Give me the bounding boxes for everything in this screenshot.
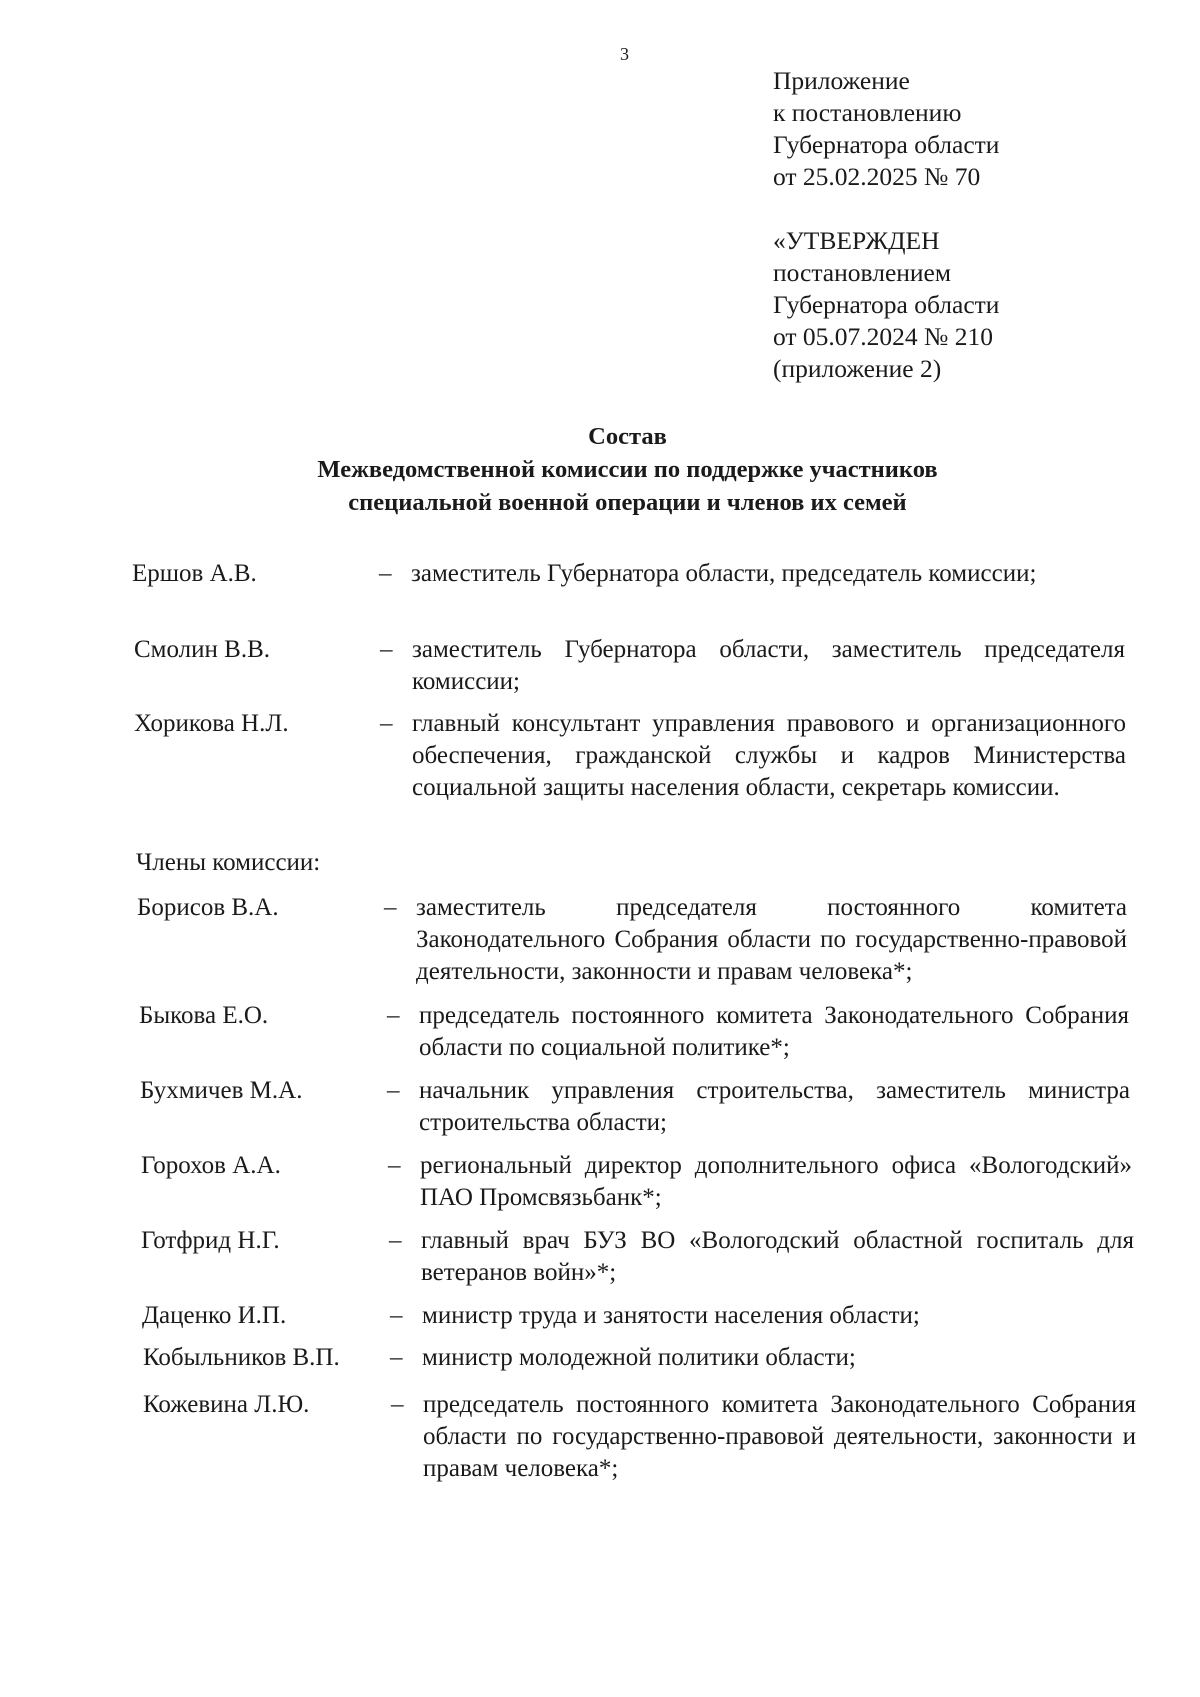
member-name: Борисов В.А. bbox=[137, 894, 279, 921]
member-description: заместитель председателя постоянного комитета Законодательного Собрания области по государственно-правовой деятельности, законности и правам человека*; bbox=[416, 894, 1127, 985]
member-description: заместитель Губернатора области, заместитель председателя комиссии; bbox=[412, 636, 1125, 695]
approved-line: Губернатора области bbox=[773, 290, 1000, 319]
approved-block bbox=[773, 225, 999, 385]
title-line: Состав bbox=[588, 423, 667, 450]
members-heading: Члены комиссии: bbox=[136, 849, 321, 876]
member-dash: – bbox=[391, 1391, 404, 1418]
member-description: региональный директор дополнительного офиса «Вологодский» ПАО Промсвязьбанк*; bbox=[420, 1152, 1132, 1211]
member-name: Даценко И.П. bbox=[142, 1302, 287, 1329]
member-name: Хорикова Н.Л. bbox=[134, 710, 289, 737]
appendix-line: Приложение bbox=[773, 66, 910, 95]
title-line: специальной военной операции и членов их семей bbox=[348, 489, 907, 516]
member-dash: – bbox=[387, 1077, 400, 1104]
member-description: министр труда и занятости населения области; bbox=[422, 1302, 920, 1329]
document-title bbox=[0, 420, 1200, 519]
member-name: Готфрид Н.Г. bbox=[141, 1227, 280, 1254]
member-dash: – bbox=[387, 1002, 400, 1029]
member-description: начальник управления строительства, заместитель министра строительства области; bbox=[419, 1077, 1130, 1136]
appendix-line: от 25.02.2025 № 70 bbox=[773, 162, 981, 191]
appendix-line: к постановлению bbox=[773, 98, 962, 127]
member-dash: – bbox=[388, 1152, 401, 1179]
member-dash: – bbox=[384, 894, 397, 921]
title-line: Межведомственной комиссии по поддержке участников bbox=[317, 456, 938, 483]
member-dash: – bbox=[380, 710, 393, 737]
member-dash: – bbox=[389, 1227, 402, 1254]
member-name: Быкова Е.О. bbox=[139, 1002, 269, 1029]
member-dash: – bbox=[379, 560, 392, 587]
member-dash: – bbox=[390, 1344, 403, 1371]
member-description: министр молодежной политики области; bbox=[422, 1344, 856, 1371]
approved-line: от 05.07.2024 № 210 bbox=[773, 322, 994, 351]
page-number: 3 bbox=[620, 44, 629, 64]
member-description: главный врач БУЗ ВО «Вологодский областной госпиталь для ветеранов войн»*; bbox=[421, 1227, 1134, 1286]
member-description: главный консультант управления правового и организационного обеспечения, гражданской службы и кадров Министерства социальной защиты населения области, секретарь комиссии. bbox=[412, 710, 1126, 801]
approved-line: (приложение 2) bbox=[773, 354, 942, 383]
member-name: Бухмичев М.А. bbox=[140, 1077, 303, 1104]
member-name: Смолин В.В. bbox=[134, 636, 270, 663]
appendix-block bbox=[773, 65, 999, 193]
member-dash: – bbox=[390, 1302, 403, 1329]
member-description: заместитель Губернатора области, председатель комиссии; bbox=[411, 560, 1037, 587]
member-description: председатель постоянного комитета Законодательного Собрания области по государственно-правовой деятельности, законности и правам человека*; bbox=[423, 1391, 1136, 1482]
approved-line: постановлением bbox=[773, 258, 952, 287]
member-name: Горохов А.А. bbox=[141, 1152, 281, 1179]
member-name: Кожевина Л.Ю. bbox=[143, 1391, 310, 1418]
approved-line: «УТВЕРЖДЕН bbox=[773, 226, 940, 255]
member-name: Кобыльников В.П. bbox=[143, 1344, 340, 1371]
member-dash: – bbox=[380, 636, 393, 663]
member-name: Ершов А.В. bbox=[132, 560, 257, 587]
appendix-line: Губернатора области bbox=[773, 130, 1000, 159]
member-description: председатель постоянного комитета Законодательного Собрания области по социальной политике*; bbox=[419, 1002, 1129, 1061]
